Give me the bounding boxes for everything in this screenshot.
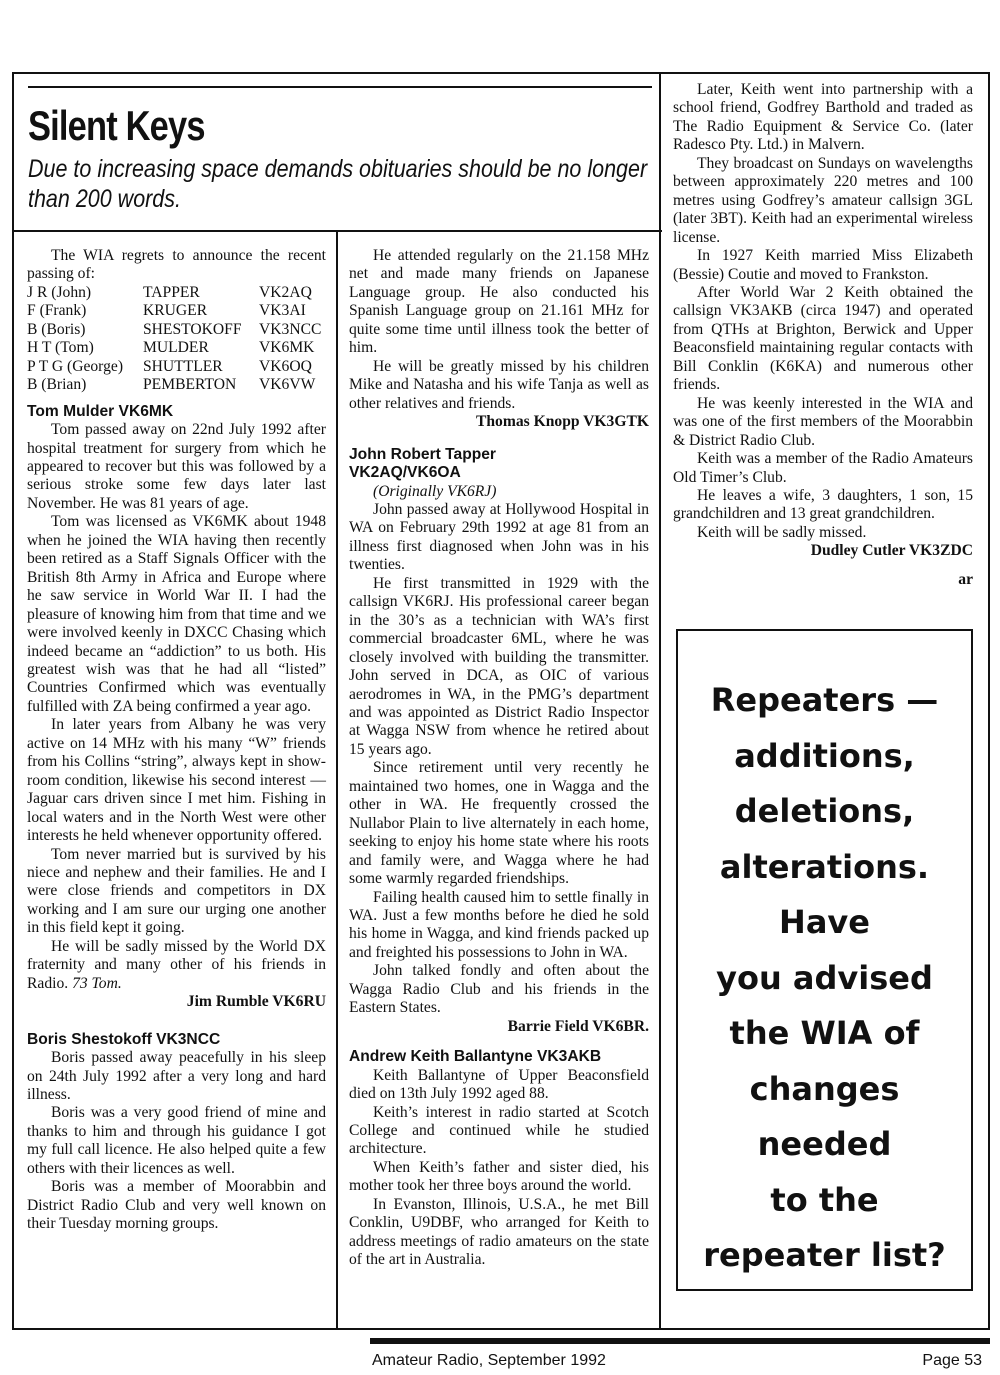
right-column-divider — [659, 72, 661, 1330]
mulder-signature: Jim Rumble VK6RU — [186, 993, 326, 1011]
mulder-paragraph — [27, 938, 326, 993]
mulder-heading: Tom Mulder VK6MK — [27, 402, 174, 420]
passing-row — [27, 321, 325, 339]
passing-surname: PEMBERTON — [143, 376, 237, 394]
ballantyne-paragraph: In 1927 Keith married Miss Elizabeth (Bessie) Coutie and moved to Frankston. — [673, 247, 973, 283]
tapper-paragraph: Since retirement until very recently he maintained two homes, one in Wagga and the other in WA. He frequently crossed the Nullabor Plain to live alternately in each home, seeking to enjoy his home state where his roots and family were, and Wagga where he had some warmly regarded friendships. — [349, 759, 649, 888]
page-title: Silent Keys — [28, 102, 205, 149]
passing-given-name: H T (Tom) — [27, 339, 94, 357]
ballantyne-signature: Dudley Cutler VK3ZDC — [810, 542, 973, 560]
passing-surname: SHESTOKOFF — [143, 320, 242, 338]
ballantyne-paragraph: After World War 2 Keith obtained the callsign VK3AKB (circa 1947) and operated from QTHs at Brighton, Berwick and Upper Beaconsfield maintaining regular contacts with Bill Conklin (K6KA) and numerous other friends. — [673, 283, 973, 394]
repeater-notice-line: Repeaters — — [710, 681, 939, 719]
footer-publication: Amateur Radio, September 1992 — [372, 1352, 606, 1369]
tapper-heading — [349, 446, 649, 483]
repeater-notice-line: you advised — [716, 958, 933, 997]
footer-rule — [370, 1338, 990, 1344]
repeater-notice-line: alterations. — [719, 847, 930, 886]
shestokoff-heading: Boris Shestokoff VK3NCC — [27, 1030, 221, 1048]
repeater-notice-line: needed — [757, 1125, 892, 1163]
ballantyne-heading: Andrew Keith Ballantyne VK3AKB — [349, 1048, 602, 1066]
shestokoff-paragraph: He attended regularly on the 21.158 MHz net and made many friends on Japanese Language group. He also conducted his Spanish Language group on 21.161 MHz for quite some time until illness took the better of him. — [349, 247, 649, 357]
ballantyne-paragraph: Keith Ballantyne of Upper Beaconsfield died on 13th July 1992 aged 88. — [349, 1066, 649, 1103]
repeater-notice-line: the WIA of — [729, 1014, 920, 1052]
tapper-heading-name: John Robert Tapper — [349, 445, 496, 463]
passing-surname: MULDER — [143, 339, 209, 357]
tapper-paragraph: John talked fondly and often about the Wagga Radio Club and his friends in the Eastern States. — [349, 962, 649, 1017]
passing-callsign: VK6VW — [259, 376, 316, 394]
shestokoff-paragraph: He will be greatly missed by his children Mike and Natasha and his wife Tanja as well as other relatives and friends. — [349, 357, 649, 412]
ballantyne-paragraph: Later, Keith went into partnership with a school friend, Godfrey Barthold and traded as The Radio Equipment & Service Co. (later Radesco Pty. Ltd.) in Malvern. — [673, 81, 973, 154]
page-subtitle: Due to increasing space demands obituaries should be no longer than 200 words. — [28, 155, 648, 213]
repeater-notice-line: to the — [770, 1180, 879, 1219]
passing-surname: KRUGER — [143, 302, 208, 320]
ballantyne-paragraph: Keith will be sadly missed. — [697, 523, 867, 541]
passing-callsign: VK3AI — [259, 302, 306, 320]
passing-surname: TAPPER — [143, 283, 200, 301]
ballantyne-paragraph: Keith was a member of the Radio Amateurs Old Timer’s Club. — [673, 450, 973, 486]
tapper-subheading: (Originally VK6RJ) — [373, 482, 497, 500]
title-block — [28, 100, 652, 214]
column-left — [27, 247, 326, 1234]
mulder-paragraph: Tom never married but is survived by his niece and nephew and their families. He and I were close friends and competitors in DX working and I am sure our urging one another in this field kept it going. — [27, 845, 326, 937]
mulder-closing-text: He will be sadly missed by the World DX fraternity and many other of his friends in Radio. — [27, 937, 326, 992]
repeater-notice-line: additions, — [734, 736, 915, 775]
middle-column-divider — [336, 232, 338, 1330]
shestokoff-paragraph: Boris was a member of Moorabbin and District Radio Club and very well known on their Tuesday morning groups. — [27, 1178, 326, 1233]
repeater-notice-line: changes — [749, 1069, 900, 1108]
passing-row — [27, 376, 325, 394]
passing-callsign: VK3NCC — [259, 320, 322, 338]
title-top-rule — [28, 86, 652, 88]
repeater-notice-line: deletions, — [734, 792, 915, 830]
passing-callsign: VK2AQ — [259, 283, 312, 301]
tapper-paragraph: Failing health caused him to settle finally in WA. Just a few months before he died he sold his home in Wagga, and kind friends packed up and freighted his possessions to John in WA. — [349, 888, 649, 961]
shestokoff-paragraph: Boris passed away peacefully in his sleep on 24th July 1992 after a very long and hard illness. — [27, 1049, 326, 1104]
passing-row — [27, 339, 325, 357]
intro-text: The WIA regrets to announce the recent passing of: — [27, 247, 326, 283]
ballantyne-paragraph: When Keith’s father and sister died, his mother took her three boys around the world. — [349, 1158, 649, 1195]
repeater-notice-line: Have — [779, 903, 870, 941]
passing-given-name: P T G (George) — [27, 357, 124, 375]
passing-list — [27, 284, 325, 395]
passing-surname: SHUTTLER — [143, 357, 223, 375]
tapper-heading-call: VK2AQ/VK6OA — [349, 464, 461, 482]
passing-row — [27, 358, 325, 376]
shestokoff-signature: Thomas Knopp VK3GTK — [475, 413, 649, 431]
shestokoff-paragraph: Boris was a very good friend of mine and thanks to him and through his guidance I got my full call licence. He also helped quite a few others with their licences as well. — [27, 1104, 326, 1177]
repeater-notice-box — [676, 629, 973, 1291]
tapper-paragraph: John passed away at Hollywood Hospital in WA on February 29th 1992 at age 81 from an illness first diagnosed when John was in his twenties. — [349, 500, 649, 574]
repeater-notice-text — [678, 673, 971, 1284]
passing-given-name: B (Brian) — [27, 376, 87, 394]
repeater-notice-line: repeater list? — [703, 1236, 946, 1274]
tapper-signature: Barrie Field VK6BR. — [507, 1017, 649, 1035]
passing-given-name: F (Frank) — [27, 302, 87, 320]
mulder-closing-italic: 73 Tom. — [72, 974, 122, 992]
mulder-paragraph: In later years from Albany he was very active on 14 MHz with his many “W” friends from his Collins “string”, always kept in show-room condition, likewise his second interest — Jaguar cars driven since I met him. Fishing in local waters and in the North West were other interests he held whenever opportunity offered. — [27, 716, 326, 845]
column-right — [673, 81, 973, 589]
ballantyne-paragraph: Keith’s interest in radio started at Scotch College and continued while he studied architecture. — [349, 1103, 649, 1158]
end-mark: ar — [958, 570, 973, 588]
footer-page-number: Page 53 — [922, 1352, 982, 1369]
passing-row — [27, 302, 325, 320]
ballantyne-paragraph: In Evanston, Illinois, U.S.A., he met Bill Conklin, U9DBF, who arranged for Keith to address meetings of radio amateurs on the state of the art in Australia. — [349, 1195, 649, 1269]
passing-given-name: B (Boris) — [27, 320, 86, 338]
mulder-paragraph: Tom passed away on 22nd July 1992 after hospital treatment for surgery from which he appeared to recover but this was followed by a serious stroke some few days later last November. He was 81 years of age. — [27, 421, 326, 512]
column-middle — [349, 247, 649, 1270]
ballantyne-paragraph: He was keenly interested in the WIA and was one of the first members of the Moorabbin & District Radio Club. — [673, 394, 973, 449]
passing-row — [27, 284, 325, 302]
mulder-paragraph: Tom was licensed as VK6MK about 1948 when he joined the WIA having then recently been retired as a Staff Signals Officer with the British 8th Army in Africa and Europe where he saw service in World War II. I had the pleasure of knowing him from that time and we were involved keenly in DXCC Chasing which indeed became an “addiction” to us both. His greatest wish was that he had all “listed” Countries Confirmed which was eventually fulfilled with ZA being confirmed a year ago. — [27, 513, 326, 715]
ballantyne-paragraph: He leaves a wife, 3 daughters, 1 son, 15 grandchildren and 13 great grandchildren. — [673, 486, 973, 523]
passing-given-name: J R (John) — [27, 283, 92, 301]
passing-callsign: VK6OQ — [259, 357, 312, 375]
passing-callsign: VK6MK — [259, 339, 315, 357]
ballantyne-paragraph: They broadcast on Sundays on wavelengths between approximately 220 metres and 100 metres using Godfrey’s amateur callsign 3GL (later 3BT). Keith had an experimental wireless license. — [673, 154, 973, 246]
tapper-paragraph: He first transmitted in 1929 with the callsign VK6RJ. His professional career began in the 30’s as a technician with WA’s first commercial broadcaster 6ML, where he was closely involved with building the transmitter. John served in DCA, as OIC of various aerodromes in WA, in the PMG’s department and was appointed as District Radio Inspector at Wagga NSW from whence he retired about 15 years ago. — [349, 574, 649, 758]
